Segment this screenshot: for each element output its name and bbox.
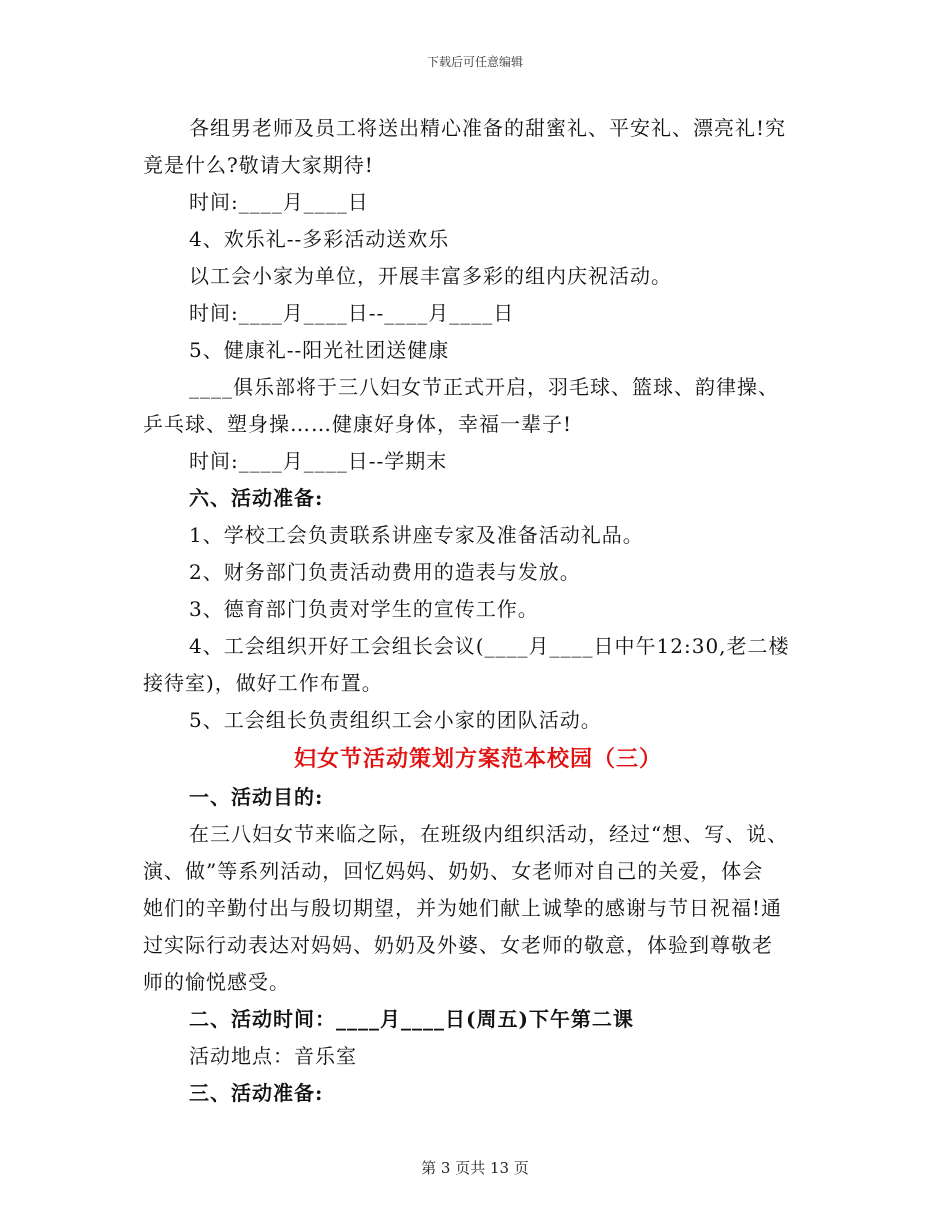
section-heading: 三、活动准备: bbox=[189, 1081, 324, 1105]
document-body bbox=[143, 110, 813, 1112]
paragraph-line: 过实际行动表达对妈妈、奶奶及外婆、女老师的敬意，体验到尊敬老 bbox=[143, 933, 773, 957]
list-item: 1、学校工会负责联系讲座专家及准备活动礼品。 bbox=[189, 523, 644, 547]
list-item: 3、德育部门负责对学生的宣传工作。 bbox=[189, 597, 539, 621]
paragraph-line: 接待室)，做好工作布置。 bbox=[143, 671, 383, 695]
paragraph-line: ____俱乐部将于三八妇女节正式开启，羽毛球、篮球、韵律操、 bbox=[189, 375, 779, 399]
page-header: 下载后可任意编辑 bbox=[426, 55, 523, 69]
paragraph-line: 演、做”等系列活动，回忆妈妈、奶奶、女老师对自己的关爱，体会 bbox=[143, 859, 764, 883]
paragraph-line: 时间:____月____日 bbox=[189, 190, 369, 214]
page-footer: 第 3 页共 13 页 bbox=[421, 1159, 529, 1177]
section-heading: 一、活动目的: bbox=[189, 785, 324, 809]
section-heading: 二、活动时间：____月____日(周五)下午第二课 bbox=[189, 1007, 634, 1031]
list-item: 5、工会组长负责组织工会小家的团队活动。 bbox=[189, 708, 602, 732]
paragraph-line: 各组男老师及员工将送出精心准备的甜蜜礼、平安礼、漂亮礼!究 bbox=[189, 116, 787, 140]
paragraph-line: 师的愉悦感受。 bbox=[143, 970, 290, 994]
paragraph-line: 时间:____月____日--学期末 bbox=[189, 449, 448, 473]
paragraph-line: 竟是什么?敬请大家期待! bbox=[143, 153, 374, 177]
list-item: 4、工会组织开好工会组长会议(____月____日中午12:30,老二楼 bbox=[189, 634, 790, 658]
paragraph-line: 乒乓球、塑身操……健康好身体，幸福一辈子! bbox=[143, 412, 573, 436]
list-item: 2、财务部门负责活动费用的造表与发放。 bbox=[189, 560, 581, 584]
list-item: 5、健康礼--阳光社团送健康 bbox=[189, 338, 450, 362]
document-title: 妇女节活动策划方案范本校园（三） bbox=[293, 746, 662, 772]
list-item: 4、欢乐礼--多彩活动送欢乐 bbox=[189, 227, 450, 251]
paragraph-line: 她们的辛勤付出与殷切期望，并为她们献上诚挚的感谢与节日祝福!通 bbox=[143, 896, 783, 920]
paragraph-line: 活动地点：音乐室 bbox=[189, 1044, 357, 1068]
paragraph-line: 以工会小家为单位，开展丰富多彩的组内庆祝活动。 bbox=[189, 264, 672, 288]
paragraph-line: 在三八妇女节来临之际，在班级内组织活动，经过“想、写、说、 bbox=[189, 822, 789, 846]
paragraph-line: 时间:____月____日--____月____日 bbox=[189, 301, 515, 325]
section-heading: 六、活动准备: bbox=[189, 486, 324, 510]
